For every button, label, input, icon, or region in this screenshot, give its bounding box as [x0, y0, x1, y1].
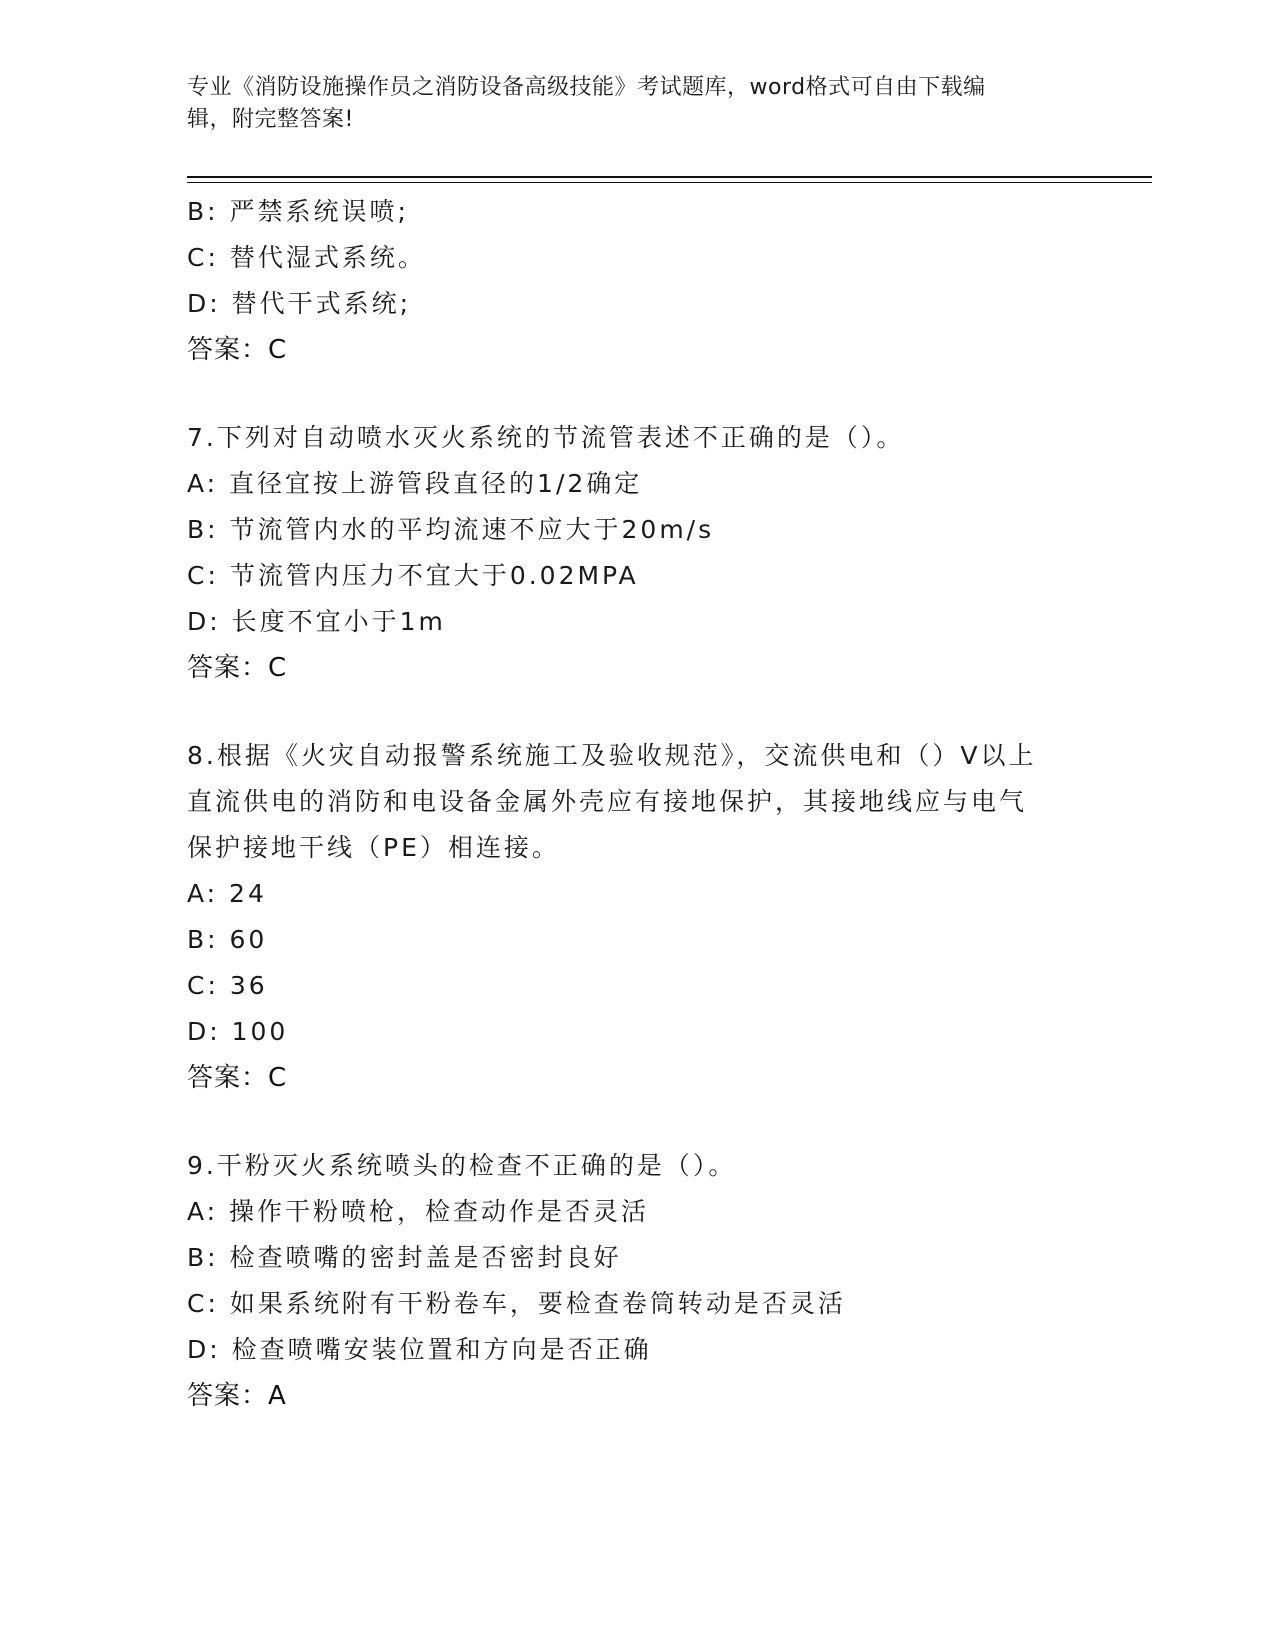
question-6-continued [187, 189, 1117, 373]
option-d: D: 100 [187, 1017, 289, 1046]
option-b: B: 60 [187, 925, 268, 954]
question-stem-line-3: 保护接地干线（PE）相连接。 [187, 833, 560, 862]
answer-line: 答案：C [187, 1063, 288, 1093]
option-a: A: 24 [187, 879, 267, 908]
question-7 [187, 415, 1117, 691]
option-c: C: 36 [187, 971, 268, 1000]
option-b: B: 检查喷嘴的密封盖是否密封良好 [187, 1243, 622, 1272]
question-stem: 9.干粉灭火系统喷头的检查不正确的是（）。 [187, 1151, 737, 1180]
question-stem-line-2: 直流供电的消防和电设备金属外壳应有接地保护，其接地线应与电气 [187, 787, 1028, 816]
answer-line: 答案：C [187, 653, 288, 683]
question-9 [187, 1143, 1117, 1419]
option-d: D: 检查喷嘴安装位置和方向是否正确 [187, 1335, 652, 1364]
option-d: D: 长度不宜小于1m [187, 607, 446, 636]
answer-line: 答案：C [187, 335, 288, 365]
document-header [187, 72, 1067, 136]
question-list [187, 189, 1117, 1419]
option-c: C: 节流管内压力不宜大于0.02MPA [187, 561, 639, 590]
option-a: A: 操作干粉喷枪，检查动作是否灵活 [187, 1197, 650, 1226]
question-stem-line-1: 8.根据《火灾自动报警系统施工及验收规范》，交流供电和（）V以上 [187, 741, 1037, 770]
option-b: B: 严禁系统误喷; [187, 197, 409, 226]
header-divider-thick [187, 176, 1152, 178]
header-line-2: 辑，附完整答案! [187, 107, 354, 132]
question-8 [187, 733, 1117, 1101]
option-c: C: 替代湿式系统。 [187, 243, 426, 272]
option-b: B: 节流管内水的平均流速不应大于20m/s [187, 515, 715, 544]
answer-line: 答案：A [187, 1381, 287, 1411]
option-c: C: 如果系统附有干粉卷车，要检查卷筒转动是否灵活 [187, 1289, 846, 1318]
question-stem: 7.下列对自动喷水灭火系统的节流管表述不正确的是（）。 [187, 423, 905, 452]
option-a: A: 直径宜按上游管段直径的1/2确定 [187, 469, 643, 498]
header-divider-thin [187, 182, 1152, 183]
option-d: D: 替代干式系统; [187, 289, 412, 318]
header-line-1: 专业《消防设施操作员之消防设备高级技能》考试题库，word格式可自由下载编 [187, 75, 986, 100]
